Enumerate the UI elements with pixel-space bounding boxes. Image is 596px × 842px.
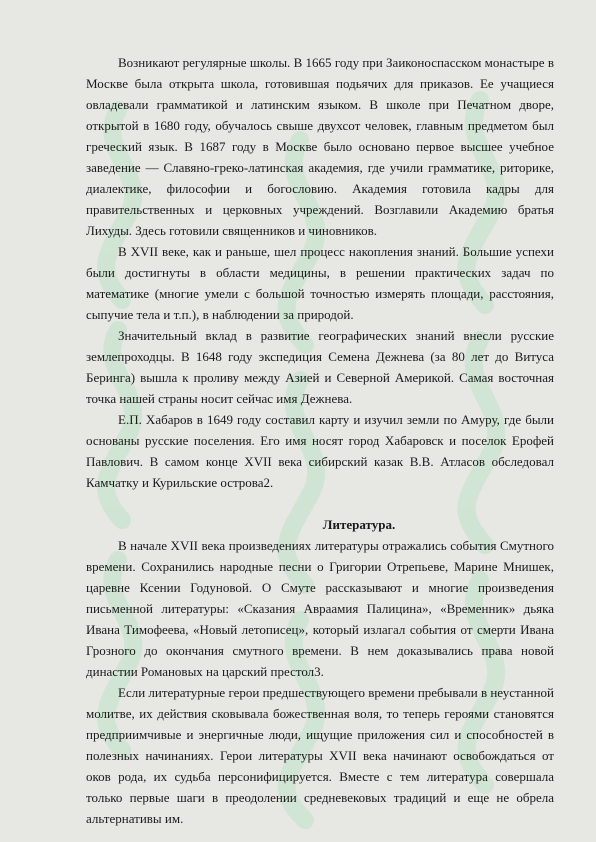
paragraph-troubles-literature: В начале XVII века произведениях литературы отражались события Смутного времени. Сохранились народные песни о Григории Отрепьеве, Марине Мнишек, царевне Ксении Годуновой. О Смуте рассказывают и многие произведения письменной литературы: «Сказания Авраамия Палицина», «Временник» дьяка Ивана Тимофеева, «Новый летописец», который излагал события от смерти Ивана Грозного до окончания смутного времени. В нем доказывались права новой династии Романовых на царский престол3. — [86, 538, 554, 679]
section-heading-literature: Литература. — [322, 517, 396, 532]
paragraph-khabarov: Е.П. Хабаров в 1649 году составил карту и изучил земли по Амуру, где были основаны русские поселения. Его имя носят город Хабаровск и поселок Ерофей Павлович. В самом конце XVII века сибирский казак В.В. Атласов обследовал Камчатку и Курильские острова2. — [86, 412, 554, 490]
paragraph-explorers: Значительный вклад в развитие географических знаний внесли русские землепроходцы. В 1648 году экспедиция Семена Дежнева (за 80 лет до Витуса Беринга) вышла к проливу между Азией и Северной Америкой. Самая восточная точка нашей страны носит сейчас имя Дежнева. — [86, 328, 554, 406]
document-body — [86, 52, 554, 829]
paragraph-schools: Возникают регулярные школы. В 1665 году при Заиконоспасском монастыре в Москве была открыта школа, готовившая подьячих для приказов. Ее учащиеся овладевали грамматикой и латинским языком. В школе при Печатном дворе, открытой в 1680 году, обучалось свыше двухсот человек, главным предметом был греческий язык. В 1687 году в Москве было основано первое высшее учебное заведение — Славяно-греко-латинская академия, где учили грамматике, риторике, диалектике, философии и богословию. Академия готовила кадры для правительственных и церковных учреждений. Возглавили Академию братья Лихуды. Здесь готовили священников и чиновников. — [86, 55, 554, 238]
paragraph-knowledge: В XVII веке, как и раньше, шел процесс накопления знаний. Большие успехи были достигнуты в области медицины, в решении практических задач по математике (многие умели с большой точностью измерять площади, расстояния, сыпучие тела и т.п.), в наблюдении за природой. — [86, 244, 554, 322]
paragraph-literary-heroes: Если литературные герои предшествующего времени пребывали в неустанной молитве, их действия сковывала божественная воля, то теперь героями становятся предприимчивые и энергичные люди, ищущие приложения сил и способностей в полезных начинаниях. Герои литературы XVII века начинают освобождаться от оков рода, их судьба персонифицируется. Вместе с тем литература совершала только первые шаги в преодолении средневековых традиций и еще не обрела альтернативы им. — [86, 685, 554, 826]
